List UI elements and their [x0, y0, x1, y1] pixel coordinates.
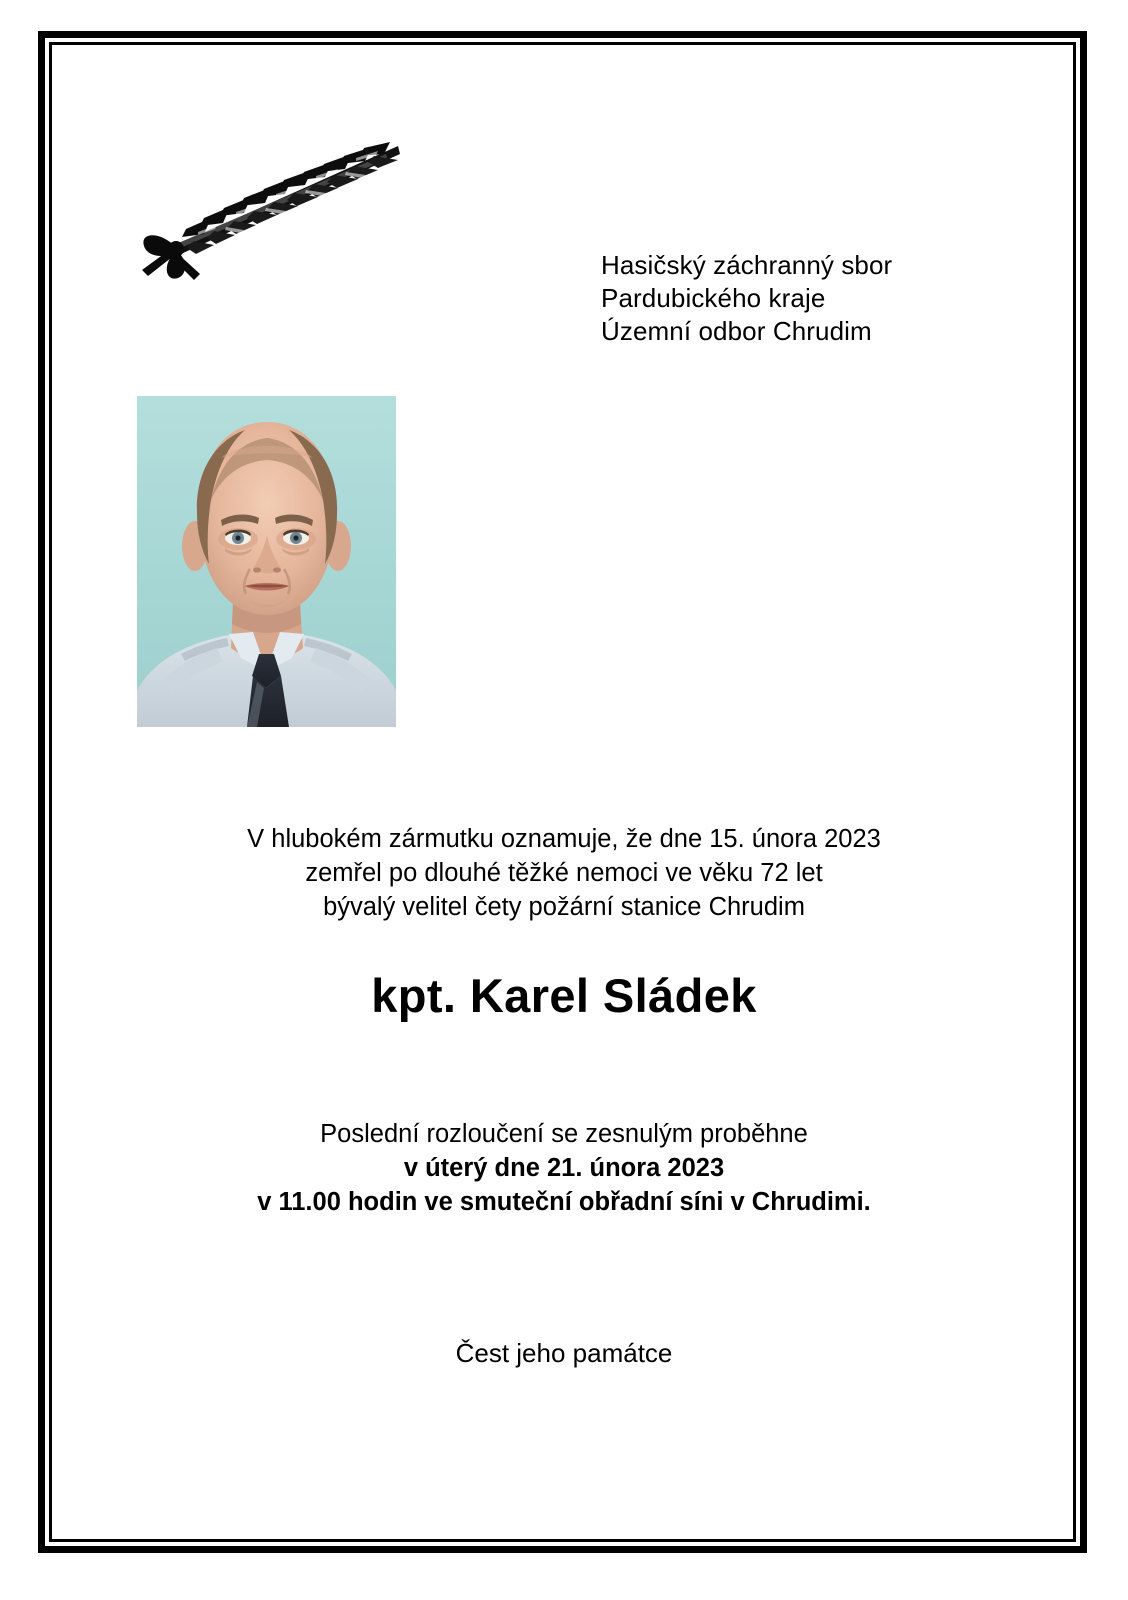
ceremony-line-3: v 11.00 hodin ve smuteční obřadní síni v Chrudimi.	[257, 1188, 871, 1216]
announcement-line-1: V hlubokém zármutku oznamuje, že dne 15. února 2023	[247, 825, 881, 853]
ceremony-line-2: v úterý dne 21. února 2023	[403, 1154, 725, 1182]
org-header-line-3: Územní odbor Chrudim	[601, 316, 872, 346]
ceremony-details	[64, 1117, 1064, 1219]
org-header-line-2: Pardubického kraje	[601, 283, 826, 313]
announcement-text	[64, 822, 1064, 924]
organisation-header	[601, 249, 892, 348]
palm-branch-icon	[128, 112, 408, 287]
portrait-photo	[137, 396, 396, 727]
announcement-line-3: bývalý velitel čety požární stanice Chrudim	[323, 893, 805, 921]
ceremony-line-1: Poslední rozloučení se zesnulým proběhne	[320, 1120, 808, 1148]
org-header-line-1: Hasičský záchranný sbor	[601, 250, 893, 280]
deceased-name: kpt. Karel Sládek	[371, 969, 757, 1022]
announcement-line-2: zemřel po dlouhé těžké nemoci ve věku 72 let	[305, 859, 823, 887]
closing-tribute: Čest jeho památce	[455, 1338, 673, 1368]
